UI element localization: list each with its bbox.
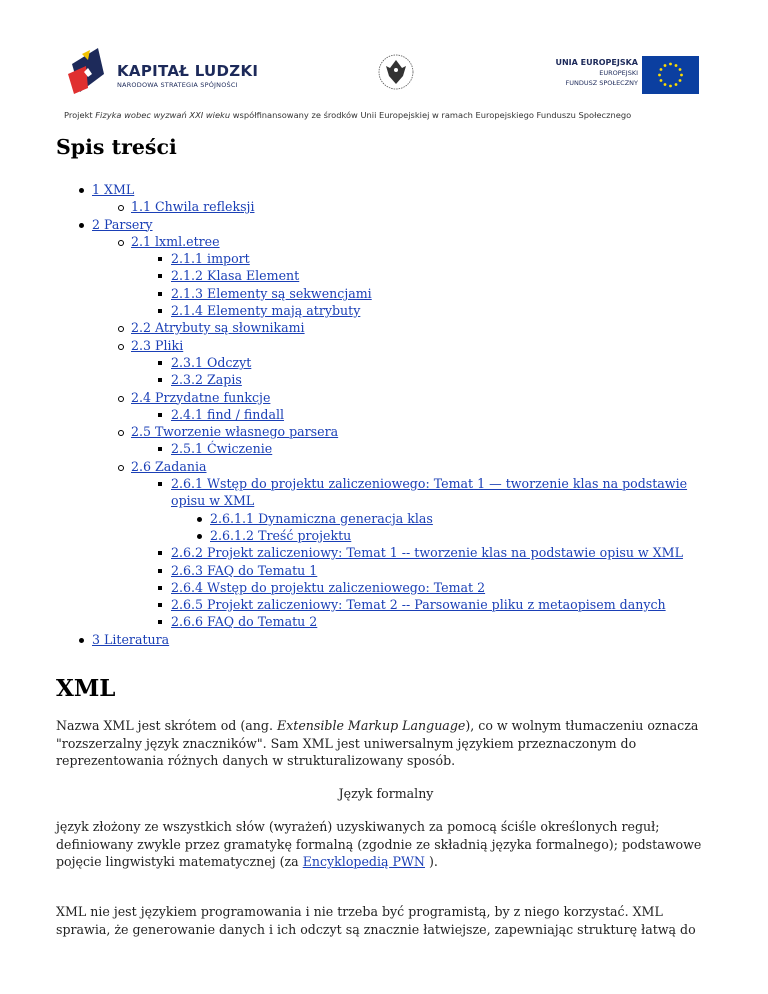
toc-item <box>56 596 701 613</box>
toc-link[interactable]: 2.2 Atrybuty są słownikami <box>131 320 305 336</box>
eu-star-icon <box>658 74 661 77</box>
eu-star-icon <box>680 74 683 77</box>
eu-text <box>555 58 638 88</box>
eu-star-icon <box>679 79 682 82</box>
toc-link[interactable]: 2.6 Zadania <box>131 458 207 474</box>
toc-item <box>56 458 716 475</box>
bullet-icon <box>158 569 162 573</box>
p1-post: ), co w wolnym tłumaczeniu oznacza "rozszerzalny język znaczników". Sam XML jest uniwersalnym językiem przeznaczonym do reprezentowania różnych danych w strukturalizowany sposób. <box>56 718 699 768</box>
toc-link[interactable]: 2.1 lxml.etree <box>131 233 220 249</box>
toc-item <box>56 337 716 354</box>
eu-line1: UNIA EUROPEJSKA <box>555 58 638 67</box>
toc-link[interactable]: 2.6.4 Wstęp do projektu zaliczeniowego: Temat 2 <box>171 579 486 595</box>
project-funding-line <box>64 110 631 120</box>
p1-italic: Extensible Markup Language <box>276 718 466 733</box>
eu-line2: EUROPEJSKI <box>599 69 638 77</box>
toc-item <box>56 302 716 319</box>
eu-star-icon <box>669 85 672 88</box>
toc-item <box>56 233 716 250</box>
eu-line3: FUNDUSZ SPOŁECZNY <box>565 79 638 87</box>
toc-link[interactable]: 2.1.2 Klasa Element <box>171 268 300 284</box>
bullet-icon <box>197 534 202 539</box>
toc-item <box>56 475 701 510</box>
bullet-icon <box>118 205 124 211</box>
toc-link[interactable]: 2.4.1 find / findall <box>171 406 285 422</box>
toc-link[interactable]: 2.1.4 Elementy mają atrybuty <box>171 303 361 319</box>
p1-pre: Nazwa XML jest skrótem od (ang. <box>56 718 277 733</box>
toc-title: Spis treści <box>56 135 177 159</box>
bullet-icon <box>158 551 162 555</box>
toc-link[interactable]: 1 XML <box>92 182 135 197</box>
toc-list <box>56 181 716 648</box>
bullet-icon <box>158 620 162 624</box>
toc-container <box>56 135 716 648</box>
toc-link[interactable]: 2.6.1.2 Treść projektu <box>210 527 352 543</box>
eu-star-icon <box>664 64 667 67</box>
bullet-icon <box>118 344 124 350</box>
toc-item <box>56 544 701 561</box>
eu-flag-icon <box>642 56 699 94</box>
pwn-encyclopedia-link[interactable]: Encyklopedią PWN <box>302 854 425 869</box>
toc-item <box>56 216 716 233</box>
page-header <box>0 0 768 130</box>
bullet-icon <box>79 638 84 643</box>
toc-item <box>56 285 716 302</box>
bullet-icon <box>158 378 162 382</box>
toc-link[interactable]: 2.6.5 Projekt zaliczeniowy: Temat 2 -- Parsowanie pliku z metaopisem danych <box>171 597 666 613</box>
project-name: Fizyka wobec wyzwań XXI wieku <box>95 110 231 120</box>
toc-link[interactable]: 2.4 Przydatne funkcje <box>131 389 271 405</box>
bullet-icon <box>158 361 162 365</box>
bullet-icon <box>118 396 124 402</box>
bullet-icon <box>158 292 162 296</box>
eu-star-icon <box>669 63 672 66</box>
toc-link[interactable]: 2.6.1.1 Dynamiczna generacja klas <box>210 510 433 526</box>
bullet-icon <box>79 188 84 193</box>
toc-link[interactable]: 2.5.1 Ćwiczenie <box>171 441 273 457</box>
bullet-icon <box>158 274 162 278</box>
toc-item <box>56 510 716 527</box>
toc-link[interactable]: 2.6.1 Wstęp do projektu zaliczeniowego: Temat 1 — tworzenie klas na podstawie opisu w XML <box>171 476 688 509</box>
bullet-icon <box>118 326 124 332</box>
toc-item <box>56 406 716 423</box>
toc-item <box>56 613 716 630</box>
bullet-icon <box>197 517 202 522</box>
project-post: współfinansowany ze środków Unii Europejskiej w ramach Europejskiego Funduszu Społecznego <box>230 110 632 120</box>
toc-link[interactable]: 2.1.1 import <box>171 251 250 267</box>
eu-star-icon <box>675 83 678 86</box>
university-seal-icon <box>376 48 416 96</box>
toc-link[interactable]: 2.3.1 Odczyt <box>171 354 252 370</box>
toc-item <box>56 250 716 267</box>
bullet-icon <box>158 309 162 313</box>
kapital-ludzki-logo-icon <box>68 44 108 96</box>
bullet-icon <box>158 257 162 261</box>
toc-item <box>56 354 716 371</box>
toc-link[interactable]: 2.6.6 FAQ do Tematu 2 <box>171 614 318 630</box>
bullet-icon <box>158 413 162 417</box>
toc-link[interactable]: 2.1.3 Elementy są sekwencjami <box>171 285 372 301</box>
definition-text <box>56 818 716 871</box>
eu-star-icon <box>664 83 667 86</box>
toc-item <box>56 423 716 440</box>
eu-star-icon <box>660 79 663 82</box>
toc-item <box>56 527 716 544</box>
toc-item <box>56 389 716 406</box>
bullet-icon <box>158 482 162 486</box>
toc-item <box>56 562 716 579</box>
project-pre: Projekt <box>64 110 96 120</box>
xml-paragraph-2: XML nie jest językiem programowania i nie trzeba być programistą, by z niego korzystać. XML sprawia, że generowanie danych i ich odczyt są znacznie łatwiejsze, zapewniając strukturę łatwą do <box>56 904 696 937</box>
kapital-ludzki-subtitle: NARODOWA STRATEGIA SPÓJNOŚCI <box>117 81 238 89</box>
toc-item <box>56 631 716 648</box>
bullet-icon <box>158 447 162 451</box>
toc-item <box>56 319 716 336</box>
eu-star-icon <box>675 64 678 67</box>
bullet-icon <box>158 586 162 590</box>
definition-pre: język złożony ze wszystkich słów (wyrażeń) uzyskiwanych za pomocą ściśle określonych reguł; definiowany zwykle przez gramatykę formalną (zgodnie ze składnią języka formalnego); podstawowe pojęcie lingwistyki matematycznej (za <box>56 819 702 869</box>
xml-intro-paragraph <box>56 717 716 770</box>
bullet-icon <box>158 603 162 607</box>
bullet-icon <box>118 240 124 246</box>
toc-link[interactable]: 2.6.2 Projekt zaliczeniowy: Temat 1 -- tworzenie klas na podstawie opisu w XML <box>171 545 683 561</box>
toc-item <box>56 198 716 215</box>
definition-post: ). <box>424 854 438 869</box>
kapital-ludzki-title: KAPITAŁ LUDZKI <box>117 62 259 80</box>
toc-link[interactable]: 2.3.2 Zapis <box>171 372 242 388</box>
section-heading-xml: XML <box>56 675 116 702</box>
definition-term: Język formalny <box>338 786 434 801</box>
eu-star-icon <box>660 68 663 71</box>
toc-item <box>56 267 716 284</box>
toc-item <box>56 579 716 596</box>
toc-item <box>56 181 716 198</box>
toc-link[interactable]: 2.3 Pliki <box>131 337 184 353</box>
bullet-icon <box>118 465 124 471</box>
toc-link[interactable]: 2.6.3 FAQ do Tematu 1 <box>171 562 318 578</box>
bullet-icon <box>79 223 84 228</box>
toc-item <box>56 371 716 388</box>
toc-item <box>56 440 716 457</box>
toc-link[interactable]: 3 Literatura <box>92 631 170 647</box>
bullet-icon <box>118 430 124 436</box>
toc-link[interactable]: 2.5 Tworzenie własnego parsera <box>131 424 339 440</box>
eu-star-icon <box>679 68 682 71</box>
toc-link[interactable]: 1.1 Chwila refleksji <box>131 199 255 215</box>
toc-link[interactable]: 2 Parsery <box>92 216 153 232</box>
